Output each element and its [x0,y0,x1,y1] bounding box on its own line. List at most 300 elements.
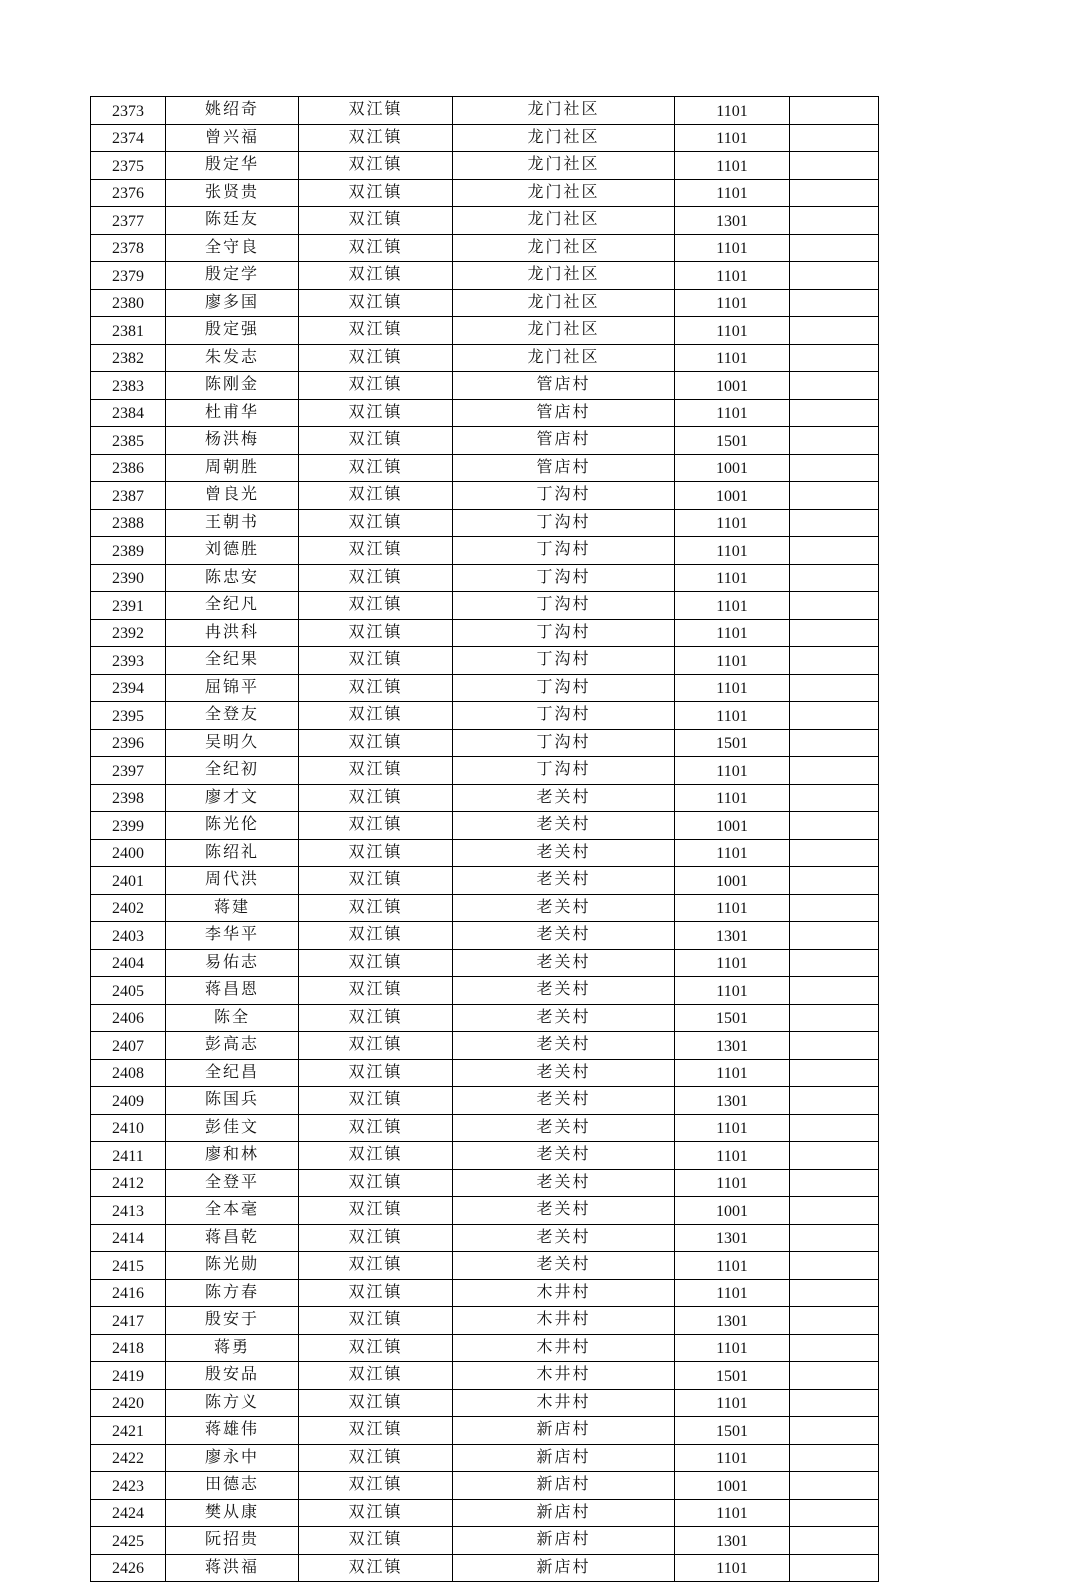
name-cell: 曾良光 [166,482,299,510]
empty-cell [790,427,879,455]
empty-cell [790,1004,879,1032]
table-row [91,1472,879,1500]
name-cell: 全本毫 [166,1197,299,1225]
row-number-cell: 2411 [91,1142,166,1170]
town-cell: 双江镇 [299,922,453,950]
table-row [91,1032,879,1060]
name-cell: 殷定强 [166,317,299,345]
row-number-cell: 2420 [91,1389,166,1417]
table-row [91,289,879,317]
row-number-cell: 2414 [91,1224,166,1252]
name-cell: 王朝书 [166,509,299,537]
town-cell: 双江镇 [299,262,453,290]
town-cell: 双江镇 [299,1527,453,1555]
table-row [91,1059,879,1087]
roster-table [90,96,879,1582]
town-cell: 双江镇 [299,1472,453,1500]
empty-cell [790,234,879,262]
name-cell: 冉洪科 [166,619,299,647]
row-number-cell: 2387 [91,482,166,510]
town-cell: 双江镇 [299,1087,453,1115]
name-cell: 彭佳文 [166,1114,299,1142]
village-cell: 老关村 [453,1169,675,1197]
code-cell: 1101 [675,1169,790,1197]
name-cell: 蒋勇 [166,1334,299,1362]
code-cell: 1101 [675,1334,790,1362]
row-number-cell: 2417 [91,1307,166,1335]
empty-cell [790,839,879,867]
table-row [91,124,879,152]
row-number-cell: 2391 [91,592,166,620]
row-number-cell: 2374 [91,124,166,152]
name-cell: 全纪昌 [166,1059,299,1087]
village-cell: 老关村 [453,894,675,922]
village-cell: 丁沟村 [453,757,675,785]
table-row [91,647,879,675]
row-number-cell: 2415 [91,1252,166,1280]
row-number-cell: 2375 [91,152,166,180]
empty-cell [790,152,879,180]
village-cell: 龙门社区 [453,152,675,180]
table-row [91,399,879,427]
row-number-cell: 2416 [91,1279,166,1307]
empty-cell [790,784,879,812]
row-number-cell: 2392 [91,619,166,647]
code-cell: 1101 [675,1279,790,1307]
empty-cell [790,922,879,950]
village-cell: 老关村 [453,1114,675,1142]
town-cell: 双江镇 [299,619,453,647]
village-cell: 龙门社区 [453,234,675,262]
empty-cell [790,1499,879,1527]
name-cell: 廖多国 [166,289,299,317]
table-row [91,1444,879,1472]
row-number-cell: 2379 [91,262,166,290]
table-row [91,234,879,262]
code-cell: 1101 [675,977,790,1005]
village-cell: 老关村 [453,1252,675,1280]
code-cell: 1101 [675,1389,790,1417]
code-cell: 1301 [675,1224,790,1252]
village-cell: 新店村 [453,1472,675,1500]
row-number-cell: 2395 [91,702,166,730]
row-number-cell: 2385 [91,427,166,455]
row-number-cell: 2393 [91,647,166,675]
empty-cell [790,1279,879,1307]
empty-cell [790,1389,879,1417]
row-number-cell: 2418 [91,1334,166,1362]
town-cell: 双江镇 [299,1169,453,1197]
row-number-cell: 2381 [91,317,166,345]
village-cell: 龙门社区 [453,344,675,372]
code-cell: 1501 [675,1417,790,1445]
row-number-cell: 2419 [91,1362,166,1390]
table-row [91,344,879,372]
code-cell: 1101 [675,317,790,345]
table-row [91,1499,879,1527]
town-cell: 双江镇 [299,1417,453,1445]
empty-cell [790,207,879,235]
name-cell: 全纪果 [166,647,299,675]
town-cell: 双江镇 [299,647,453,675]
name-cell: 吴明久 [166,729,299,757]
name-cell: 朱发志 [166,344,299,372]
name-cell: 殷安品 [166,1362,299,1390]
table-row [91,949,879,977]
empty-cell [790,729,879,757]
name-cell: 殷安于 [166,1307,299,1335]
table-row [91,537,879,565]
row-number-cell: 2396 [91,729,166,757]
code-cell: 1101 [675,124,790,152]
code-cell: 1101 [675,1499,790,1527]
code-cell: 1301 [675,1087,790,1115]
town-cell: 双江镇 [299,1114,453,1142]
village-cell: 老关村 [453,1142,675,1170]
village-cell: 老关村 [453,1087,675,1115]
table-row [91,482,879,510]
town-cell: 双江镇 [299,1059,453,1087]
table-row [91,1224,879,1252]
town-cell: 双江镇 [299,729,453,757]
table-row [91,152,879,180]
row-number-cell: 2403 [91,922,166,950]
row-number-cell: 2405 [91,977,166,1005]
town-cell: 双江镇 [299,537,453,565]
town-cell: 双江镇 [299,1279,453,1307]
table-row [91,784,879,812]
name-cell: 杜甫华 [166,399,299,427]
table-row [91,207,879,235]
village-cell: 木井村 [453,1389,675,1417]
code-cell: 1101 [675,179,790,207]
code-cell: 1101 [675,1444,790,1472]
table-row [91,702,879,730]
village-cell: 龙门社区 [453,289,675,317]
table-row [91,894,879,922]
village-cell: 老关村 [453,977,675,1005]
empty-cell [790,1059,879,1087]
code-cell: 1501 [675,427,790,455]
town-cell: 双江镇 [299,124,453,152]
name-cell: 陈光伦 [166,812,299,840]
row-number-cell: 2397 [91,757,166,785]
code-cell: 1101 [675,1114,790,1142]
code-cell: 1101 [675,647,790,675]
empty-cell [790,812,879,840]
table-row [91,1334,879,1362]
name-cell: 廖才文 [166,784,299,812]
village-cell: 老关村 [453,839,675,867]
row-number-cell: 2409 [91,1087,166,1115]
row-number-cell: 2389 [91,537,166,565]
village-cell: 龙门社区 [453,97,675,125]
code-cell: 1101 [675,1252,790,1280]
code-cell: 1101 [675,344,790,372]
row-number-cell: 2376 [91,179,166,207]
code-cell: 1101 [675,262,790,290]
row-number-cell: 2404 [91,949,166,977]
table-row [91,317,879,345]
name-cell: 张贤贵 [166,179,299,207]
town-cell: 双江镇 [299,399,453,427]
town-cell: 双江镇 [299,234,453,262]
town-cell: 双江镇 [299,977,453,1005]
table-row [91,674,879,702]
name-cell: 李华平 [166,922,299,950]
code-cell: 1101 [675,757,790,785]
village-cell: 老关村 [453,812,675,840]
town-cell: 双江镇 [299,1142,453,1170]
village-cell: 新店村 [453,1527,675,1555]
town-cell: 双江镇 [299,344,453,372]
empty-cell [790,1087,879,1115]
town-cell: 双江镇 [299,1334,453,1362]
village-cell: 新店村 [453,1444,675,1472]
table-row [91,1362,879,1390]
row-number-cell: 2423 [91,1472,166,1500]
town-cell: 双江镇 [299,97,453,125]
table-row [91,922,879,950]
name-cell: 樊从康 [166,1499,299,1527]
table-row [91,812,879,840]
name-cell: 陈光勋 [166,1252,299,1280]
empty-cell [790,1417,879,1445]
village-cell: 木井村 [453,1334,675,1362]
village-cell: 丁沟村 [453,592,675,620]
row-number-cell: 2377 [91,207,166,235]
name-cell: 蒋雄伟 [166,1417,299,1445]
village-cell: 管店村 [453,399,675,427]
empty-cell [790,1334,879,1362]
empty-cell [790,867,879,895]
row-number-cell: 2380 [91,289,166,317]
table-row [91,454,879,482]
row-number-cell: 2373 [91,97,166,125]
town-cell: 双江镇 [299,674,453,702]
town-cell: 双江镇 [299,1444,453,1472]
table-row [91,564,879,592]
empty-cell [790,124,879,152]
name-cell: 刘德胜 [166,537,299,565]
row-number-cell: 2402 [91,894,166,922]
empty-cell [790,399,879,427]
table-row [91,97,879,125]
empty-cell [790,1114,879,1142]
roster-table-body [91,97,879,1582]
village-cell: 老关村 [453,949,675,977]
row-number-cell: 2426 [91,1554,166,1582]
town-cell: 双江镇 [299,482,453,510]
code-cell: 1301 [675,922,790,950]
empty-cell [790,454,879,482]
name-cell: 陈全 [166,1004,299,1032]
village-cell: 龙门社区 [453,207,675,235]
town-cell: 双江镇 [299,564,453,592]
name-cell: 周朝胜 [166,454,299,482]
table-row [91,839,879,867]
empty-cell [790,97,879,125]
table-row [91,1114,879,1142]
row-number-cell: 2400 [91,839,166,867]
town-cell: 双江镇 [299,812,453,840]
code-cell: 1101 [675,1142,790,1170]
village-cell: 丁沟村 [453,537,675,565]
table-row [91,757,879,785]
code-cell: 1101 [675,399,790,427]
row-number-cell: 2388 [91,509,166,537]
code-cell: 1101 [675,1554,790,1582]
code-cell: 1101 [675,894,790,922]
town-cell: 双江镇 [299,1362,453,1390]
town-cell: 双江镇 [299,1389,453,1417]
empty-cell [790,1444,879,1472]
town-cell: 双江镇 [299,509,453,537]
table-row [91,1142,879,1170]
table-row [91,1307,879,1335]
town-cell: 双江镇 [299,784,453,812]
village-cell: 丁沟村 [453,702,675,730]
empty-cell [790,262,879,290]
town-cell: 双江镇 [299,949,453,977]
code-cell: 1101 [675,289,790,317]
row-number-cell: 2412 [91,1169,166,1197]
village-cell: 丁沟村 [453,564,675,592]
empty-cell [790,757,879,785]
empty-cell [790,619,879,647]
empty-cell [790,372,879,400]
name-cell: 殷定华 [166,152,299,180]
village-cell: 老关村 [453,922,675,950]
empty-cell [790,894,879,922]
village-cell: 管店村 [453,454,675,482]
table-row [91,619,879,647]
empty-cell [790,949,879,977]
name-cell: 屈锦平 [166,674,299,702]
name-cell: 阮招贵 [166,1527,299,1555]
empty-cell [790,674,879,702]
code-cell: 1001 [675,454,790,482]
name-cell: 田德志 [166,1472,299,1500]
code-cell: 1101 [675,234,790,262]
village-cell: 老关村 [453,1004,675,1032]
village-cell: 丁沟村 [453,674,675,702]
table-row [91,1004,879,1032]
table-row [91,1087,879,1115]
name-cell: 彭高志 [166,1032,299,1060]
code-cell: 1101 [675,839,790,867]
row-number-cell: 2413 [91,1197,166,1225]
empty-cell [790,509,879,537]
town-cell: 双江镇 [299,1554,453,1582]
table-row [91,729,879,757]
table-row [91,262,879,290]
town-cell: 双江镇 [299,839,453,867]
name-cell: 蒋建 [166,894,299,922]
code-cell: 1001 [675,1472,790,1500]
code-cell: 1501 [675,1362,790,1390]
name-cell: 蒋昌乾 [166,1224,299,1252]
name-cell: 全纪初 [166,757,299,785]
row-number-cell: 2382 [91,344,166,372]
town-cell: 双江镇 [299,1307,453,1335]
village-cell: 丁沟村 [453,509,675,537]
name-cell: 全登友 [166,702,299,730]
code-cell: 1001 [675,812,790,840]
code-cell: 1001 [675,867,790,895]
table-row [91,1252,879,1280]
town-cell: 双江镇 [299,867,453,895]
town-cell: 双江镇 [299,1252,453,1280]
empty-cell [790,1527,879,1555]
town-cell: 双江镇 [299,427,453,455]
village-cell: 管店村 [453,427,675,455]
code-cell: 1001 [675,1197,790,1225]
village-cell: 龙门社区 [453,262,675,290]
row-number-cell: 2421 [91,1417,166,1445]
row-number-cell: 2410 [91,1114,166,1142]
code-cell: 1001 [675,482,790,510]
empty-cell [790,1032,879,1060]
village-cell: 木井村 [453,1279,675,1307]
code-cell: 1101 [675,592,790,620]
name-cell: 杨洪梅 [166,427,299,455]
town-cell: 双江镇 [299,702,453,730]
village-cell: 老关村 [453,1197,675,1225]
table-row [91,1197,879,1225]
code-cell: 1101 [675,674,790,702]
village-cell: 木井村 [453,1362,675,1390]
empty-cell [790,1554,879,1582]
code-cell: 1101 [675,619,790,647]
name-cell: 殷定学 [166,262,299,290]
village-cell: 龙门社区 [453,317,675,345]
village-cell: 老关村 [453,1032,675,1060]
row-number-cell: 2424 [91,1499,166,1527]
village-cell: 木井村 [453,1307,675,1335]
row-number-cell: 2394 [91,674,166,702]
empty-cell [790,317,879,345]
empty-cell [790,647,879,675]
table-row [91,977,879,1005]
code-cell: 1101 [675,564,790,592]
town-cell: 双江镇 [299,1499,453,1527]
empty-cell [790,179,879,207]
code-cell: 1301 [675,1307,790,1335]
code-cell: 1501 [675,1004,790,1032]
table-row [91,1554,879,1582]
row-number-cell: 2398 [91,784,166,812]
row-number-cell: 2422 [91,1444,166,1472]
town-cell: 双江镇 [299,1004,453,1032]
code-cell: 1101 [675,537,790,565]
name-cell: 陈方义 [166,1389,299,1417]
village-cell: 老关村 [453,867,675,895]
name-cell: 陈绍礼 [166,839,299,867]
name-cell: 陈廷友 [166,207,299,235]
table-row [91,372,879,400]
village-cell: 新店村 [453,1417,675,1445]
village-cell: 新店村 [453,1554,675,1582]
name-cell: 陈忠安 [166,564,299,592]
town-cell: 双江镇 [299,207,453,235]
empty-cell [790,289,879,317]
row-number-cell: 2386 [91,454,166,482]
table-row [91,1169,879,1197]
empty-cell [790,564,879,592]
name-cell: 全纪凡 [166,592,299,620]
empty-cell [790,344,879,372]
